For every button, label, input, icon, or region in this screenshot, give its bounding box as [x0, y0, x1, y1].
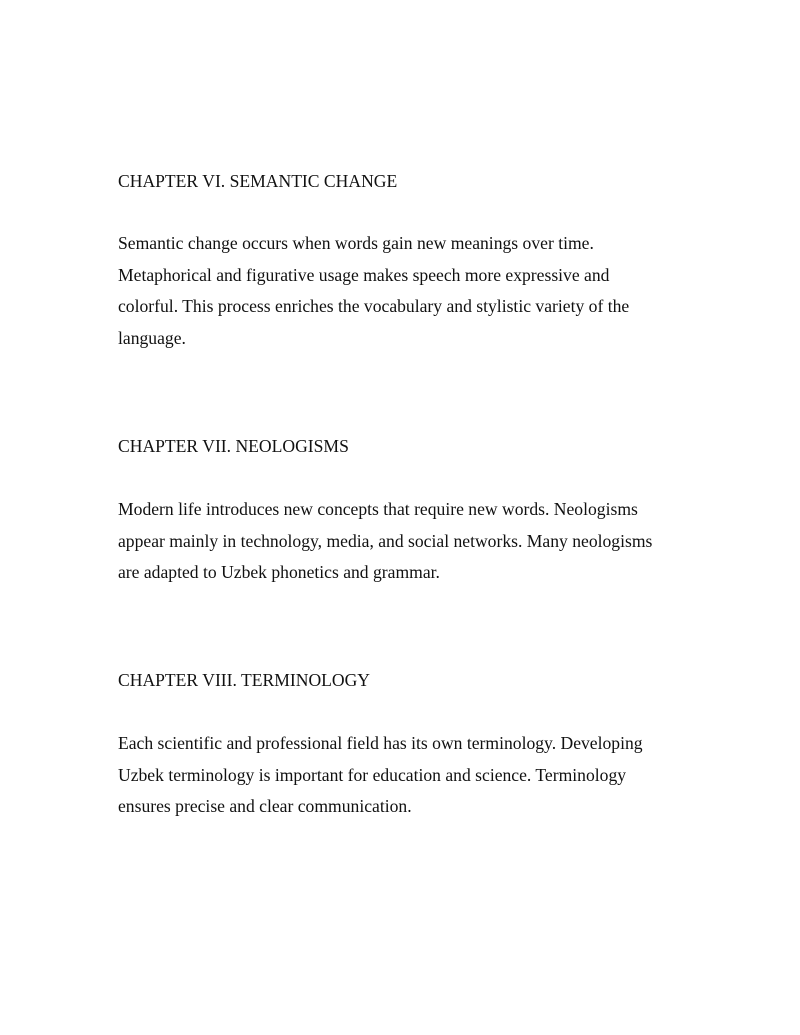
paragraph-line: are adapted to Uzbek phonetics and grammar. — [118, 562, 440, 582]
paragraph-terminology — [118, 728, 698, 823]
paragraph-line: appear mainly in technology, media, and social networks. Many neologisms — [118, 530, 653, 551]
paragraph-line: Each scientific and professional field has its own terminology. Developing — [118, 733, 643, 753]
paragraph-neologisms — [118, 494, 698, 589]
paragraph-line: Modern life introduces new concepts that require new words. Neologisms — [118, 499, 638, 519]
paragraph-semantic-change — [118, 228, 698, 354]
heading-text: CHAPTER VI. SEMANTIC CHANGE — [118, 171, 398, 191]
paragraph-line: ensures precise and clear communication. — [118, 796, 412, 816]
chapter-heading-neologisms — [118, 431, 698, 463]
chapter-heading-semantic-change — [118, 166, 698, 198]
paragraph-line: Uzbek terminology is important for education and science. Terminology — [118, 764, 627, 785]
chapter-heading-terminology — [118, 665, 698, 697]
heading-text: CHAPTER VII. NEOLOGISMS — [118, 436, 349, 456]
paragraph-line: Metaphorical and figurative usage makes speech more expressive and — [118, 264, 610, 285]
paragraph-line: colorful. This process enriches the vocabulary and stylistic variety of the — [118, 296, 630, 316]
paragraph-line: language. — [118, 327, 186, 348]
paragraph-line: Semantic change occurs when words gain new meanings over time. — [118, 233, 594, 253]
heading-text: CHAPTER VIII. TERMINOLOGY — [118, 670, 371, 690]
